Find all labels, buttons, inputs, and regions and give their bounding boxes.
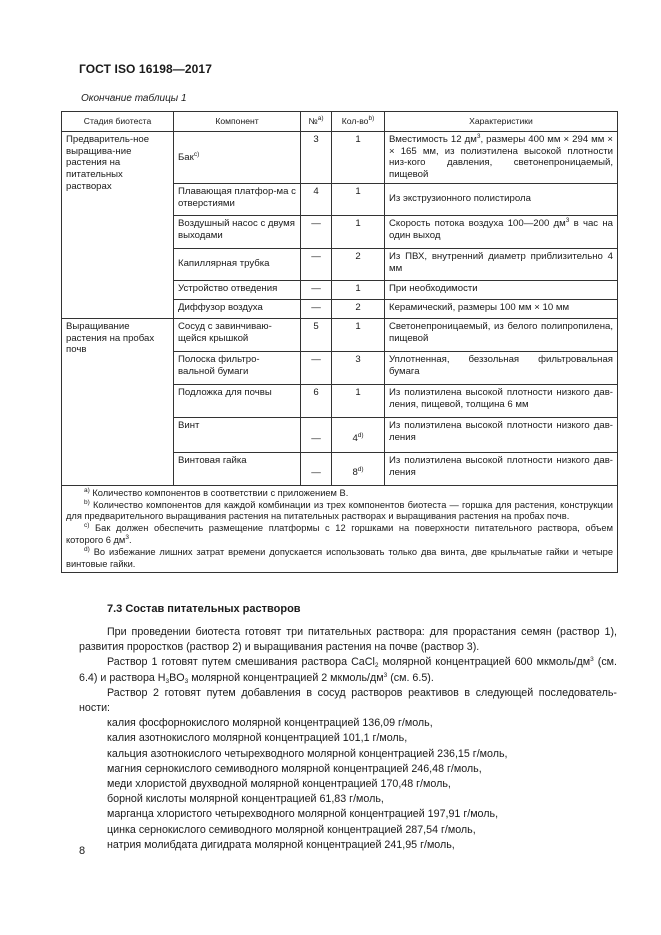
qty-cell: 3 bbox=[332, 351, 385, 384]
paragraph-2: Раствор 1 готовят путем смешивания раствора CaCl$_2$ молярной концентрацией 600 мкмоль/$дм^3$ (см. 6.4) и раствора $H_3BO_3$ молярной концентрацией 2 мкмоль/$дм^3$ (см. 6.5). bbox=[79, 656, 617, 685]
page-number: 8 bbox=[79, 845, 86, 857]
component-cell: Капиллярная трубка bbox=[174, 248, 301, 280]
list-item: цинка сернокислого семиводного молярной концентрацией 287,54 г/моль, bbox=[107, 823, 476, 836]
header-component: Компонент bbox=[174, 112, 301, 132]
component-cell: Воздушный насос с двумя выходами bbox=[174, 215, 301, 248]
list-item: калия азотнокислого молярной концентрацией 101,1 г/моль, bbox=[107, 732, 408, 745]
characteristics-cell: Керамический, размеры 100 мм × 10 мм bbox=[385, 299, 618, 318]
header-characteristics: Характеристики bbox=[385, 112, 618, 132]
table-row bbox=[62, 318, 618, 351]
characteristics-cell: Из экструзионного полистирола bbox=[385, 183, 618, 215]
list-item: магния сернокислого семиводного молярной концентрацией 246,48 г/моль, bbox=[107, 762, 482, 775]
notes-row bbox=[62, 485, 618, 573]
note-d: $^{d)}$ Во избежание лишних затрат времени допускается использовать только два винта, две крыльчатые гайки и четыре винтовые гайки. bbox=[66, 545, 613, 569]
section-heading: 7.3 Состав питательных растворов bbox=[107, 603, 301, 615]
characteristics-cell: Из полиэтилена высокой плотности низкого дав-ления, пищевой, толщина 6 мм bbox=[385, 384, 618, 417]
characteristics-cell: Светонепроницаемый, из белого полипропилена, пищевой bbox=[385, 318, 618, 351]
number-cell: — bbox=[301, 215, 332, 248]
number-cell: — bbox=[301, 417, 332, 452]
qty-cell: 1 bbox=[332, 384, 385, 417]
component-cell: Полоска фильтро-вальной бумаги bbox=[174, 351, 301, 384]
component-cell: Подложка для почвы bbox=[174, 384, 301, 417]
number-cell: — bbox=[301, 351, 332, 384]
header-number: №$^{а)}$ bbox=[301, 112, 332, 132]
characteristics-cell: При необходимости bbox=[385, 280, 618, 299]
note-b: $^{b)}$ Количество компонентов для каждой комбинации из трех компонентов биотеста — горшка для растения, конструкции для предварительного выращивания растения на питательных растворах и выращивания растения на пробах почв. bbox=[66, 498, 613, 522]
paragraph-3: Раствор 2 готовят путем добавления в сосуд растворов реактивов в следующей последователь-ности: bbox=[79, 686, 617, 715]
paragraph-1: При проведении биотеста готовят три питательных раствора: для прорастания семян (раствор 1), развития проростков (раствор 2) и выращивания растения на почве (раствор 3). bbox=[79, 626, 617, 654]
characteristics-cell: Вместимость 12 $дм^3$, размеры 400 мм × 294 мм × × 165 мм, из полиэтилена высокой плотности низ-кого давления, светонепроницаемый, пищевой bbox=[385, 132, 618, 184]
list-item: борной кислоты молярной концентрацией 61,83 г/моль, bbox=[107, 793, 384, 806]
number-cell: — bbox=[301, 280, 332, 299]
qty-cell: 8$^{d)}$ bbox=[332, 452, 385, 485]
note-c: $^{c)}$ Бак должен обеспечить размещение платформы с 12 горшками на поверхности питательного раствора, объем которого 6 $дм^3$. bbox=[66, 522, 613, 545]
number-cell: 4 bbox=[301, 183, 332, 215]
characteristics-cell: Уплотненная, беззольная фильтровальная бумага bbox=[385, 351, 618, 384]
list-item: натрия молибдата дигидрата молярной концентрацией 241,95 г/моль, bbox=[107, 838, 455, 851]
body-text bbox=[79, 625, 617, 853]
component-cell: Сосуд с завинчиваю-щейся крышкой bbox=[174, 318, 301, 351]
component-cell: Винт bbox=[174, 417, 301, 452]
component-cell: Диффузор воздуха bbox=[174, 299, 301, 318]
qty-cell: 1 bbox=[332, 318, 385, 351]
qty-cell: 1 bbox=[332, 183, 385, 215]
characteristics-cell: Из полиэтилена высокой плотности низкого дав-ления bbox=[385, 417, 618, 452]
number-cell: — bbox=[301, 299, 332, 318]
list-item: калия фосфорнокислого молярной концентрацией 136,09 г/моль, bbox=[107, 717, 433, 730]
stage-cell: Выращивание растения на пробах почв bbox=[62, 318, 174, 485]
list-item: меди хлористой двухводной молярной концентрацией 170,48 г/моль, bbox=[107, 778, 451, 791]
qty-cell: 1 bbox=[332, 280, 385, 299]
component-cell: Устройство отведения bbox=[174, 280, 301, 299]
qty-cell: 1 bbox=[332, 132, 385, 184]
characteristics-cell: Скорость потока воздуха 100—200 $дм^3$ в час на один выход bbox=[385, 215, 618, 248]
component-cell: Винтовая гайка bbox=[174, 452, 301, 485]
characteristics-cell: Из полиэтилена высокой плотности низкого дав-ления bbox=[385, 452, 618, 485]
characteristics-cell: Из ПВХ, внутренний диаметр приблизительно 4 мм bbox=[385, 248, 618, 280]
header-qty: Кол-$во^{b)}$ bbox=[332, 112, 385, 132]
header-stage: Стадия биотеста bbox=[62, 112, 174, 132]
qty-cell: 1 bbox=[332, 215, 385, 248]
components-table bbox=[61, 111, 618, 573]
list-item: марганца хлористого четырехводного молярной концентрацией 197,91 г/моль, bbox=[107, 808, 499, 821]
component-cell: Бак$^{c)}$ bbox=[174, 132, 301, 184]
table-header-row bbox=[62, 112, 618, 132]
qty-cell: 4$^{d)}$ bbox=[332, 417, 385, 452]
number-cell: 5 bbox=[301, 318, 332, 351]
stage-cell: Предваритель-ное выращива-ние растения на питательных растворах bbox=[62, 132, 174, 319]
qty-cell: 2 bbox=[332, 248, 385, 280]
list-item: кальция азотнокислого четырехводного молярной концентрацией 236,15 г/моль, bbox=[107, 747, 508, 760]
table-caption: Окончание таблицы 1 bbox=[81, 93, 187, 104]
qty-cell: 2 bbox=[332, 299, 385, 318]
number-cell: — bbox=[301, 248, 332, 280]
table-row bbox=[62, 132, 618, 184]
document-header: ГОСТ ISO 16198—2017 bbox=[79, 62, 212, 76]
note-a: $^{a)}$ Количество компонентов в соответствии с приложением В. bbox=[84, 486, 349, 498]
component-cell: Плавающая платфор-ма с отверстиями bbox=[174, 183, 301, 215]
number-cell: 6 bbox=[301, 384, 332, 417]
number-cell: — bbox=[301, 452, 332, 485]
number-cell: 3 bbox=[301, 132, 332, 184]
table-notes bbox=[62, 485, 618, 573]
